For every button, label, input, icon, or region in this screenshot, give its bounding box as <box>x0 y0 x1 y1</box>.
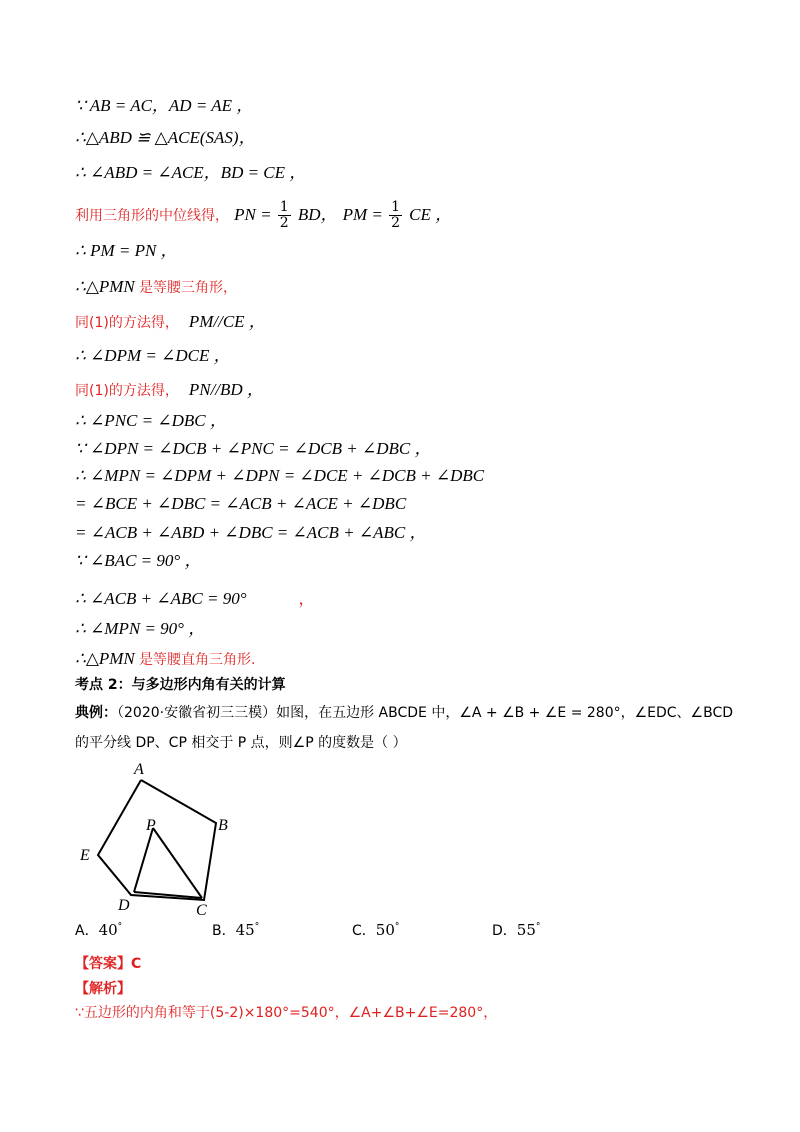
segment-pc <box>153 828 202 898</box>
solution-line-8 <box>75 345 231 367</box>
solution-line-12 <box>75 465 484 487</box>
option-c[interactable]: C．50° <box>352 921 400 939</box>
math-expr: ∴ PM = PN ， <box>75 241 178 260</box>
solution-line-7 <box>75 311 266 334</box>
pentagon-figure <box>78 760 258 919</box>
example-label: 典例： <box>75 705 117 721</box>
section-title: 考点 2：与多边形内角有关的计算 <box>75 677 286 693</box>
solution-line-6 <box>75 276 237 299</box>
example-line-1 <box>75 702 733 724</box>
solution-line-15 <box>75 550 201 572</box>
label-p: P <box>146 817 156 834</box>
math-expr: ∴ ∠DPM = ∠DCE ， <box>75 346 231 365</box>
midline-eq1: PN = <box>234 205 276 224</box>
math-expr: = ∠BCE + ∠DBC = ∠ACB + ∠ACE + ∠DBC <box>75 494 407 513</box>
label-e: E <box>80 847 90 864</box>
answer: 【答案】C <box>75 956 142 972</box>
math-expr: ∴△PMN <box>75 277 140 296</box>
analysis-label: 【解析】 <box>75 981 131 997</box>
math-expr-post: PN//BD ， <box>188 380 264 399</box>
segment-pd <box>134 828 153 892</box>
red-note: 同(1)的方法得， <box>75 315 179 331</box>
option-d[interactable]: D．55° <box>492 921 541 939</box>
solution-line-9 <box>75 379 264 402</box>
solution-line-18 <box>75 648 255 671</box>
solution-line-2: ∴△ABD ≌ △ACE(SAS)， <box>75 128 256 147</box>
math-expr: ∴ ∠ACB + ∠ABC = 90° <box>75 589 247 608</box>
solution-line-13 <box>75 493 406 515</box>
solution-line-17 <box>75 618 205 640</box>
math-expr: ∴ ∠MPN = 90° ， <box>75 619 206 638</box>
math-expr: ∵ ∠BAC = 90° ， <box>75 551 202 570</box>
math-expr: ∴ ∠PNC = ∠DBC ， <box>75 411 227 430</box>
midline-line <box>75 200 452 231</box>
solution-line-1: ∵ AB = AC，AD = AE ， <box>75 96 254 115</box>
fraction-half-2: $\frac{1}{2}$ <box>391 199 401 231</box>
example-line-2: 的平分线 DP、CP 相交于 P 点，则∠P 的度数是（ ） <box>75 735 407 751</box>
midline-label: 利用三角形的中位线得， <box>75 208 229 224</box>
midline-eq2: PM = <box>342 205 388 224</box>
math-expr: ∴△PMN <box>75 649 140 668</box>
solution-line-16 <box>75 588 315 610</box>
math-expr: = ∠ACB + ∠ABD + ∠DBC = ∠ACB + ∠ABC ， <box>75 523 427 542</box>
pentagon-outline <box>98 780 216 900</box>
math-expr-post: PM//CE ， <box>188 312 266 331</box>
label-c: C <box>196 902 207 919</box>
option-b[interactable]: B．45° <box>212 921 260 939</box>
label-d: D <box>118 897 130 914</box>
analysis-text: ∵五边形的内角和等于(5-2)×180°=540°，∠A+∠B+∠E=280°， <box>75 1005 498 1021</box>
label-a: A <box>134 761 144 778</box>
midline-eq2-tail: CE ， <box>409 205 453 224</box>
red-note: 是等腰直角三角形. <box>139 652 256 668</box>
fraction-half-1: $\frac{1}{2}$ <box>279 199 289 231</box>
solution-line-5 <box>75 240 178 262</box>
trailing-comma: ， <box>298 589 315 608</box>
solution-line-11 <box>75 438 432 460</box>
red-note: 是等腰三角形， <box>139 280 238 296</box>
math-expr: ∴ ∠MPN = ∠DPM + ∠DPN = ∠DCE + ∠DCB + ∠DBC <box>75 466 485 485</box>
option-a[interactable]: A．40° <box>75 921 123 939</box>
red-note: 同(1)的方法得， <box>75 383 179 399</box>
solution-line-14 <box>75 522 426 544</box>
midline-eq1-tail: BD， <box>297 205 338 224</box>
label-b: B <box>218 817 228 834</box>
math-expr: ∵ ∠DPN = ∠DCB + ∠PNC = ∠DCB + ∠DBC ， <box>75 439 432 458</box>
solution-line-3: ∴ ∠ABD = ∠ACE，BD = CE ， <box>75 163 307 182</box>
solution-line-10 <box>75 410 227 432</box>
example-text-1: （2020·安徽省初三三模）如图，在五边形 ABCDE 中，∠A + ∠B + ∠E = 280°，∠EDC、∠BCD <box>117 705 734 721</box>
